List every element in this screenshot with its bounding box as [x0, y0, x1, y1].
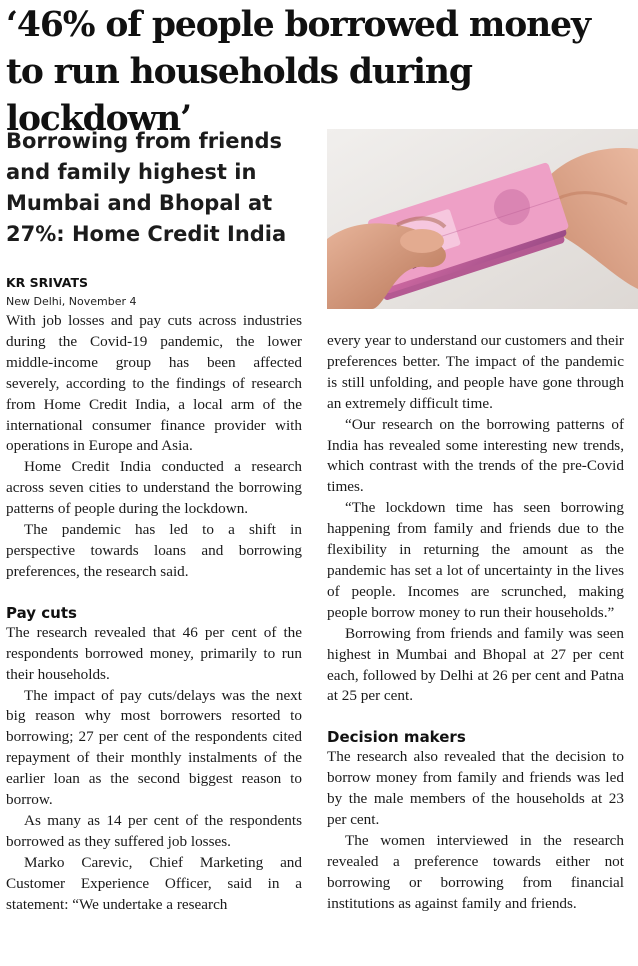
- section-heading: Decision makers: [327, 728, 466, 747]
- paragraph: The impact of pay cuts/delays was the next big reason why most borrowers resorted to borrowing; 27 per cent of the respondents cited repayment of their monthly instalments of the earlier loan as the second biggest reason to borrow.: [6, 686, 302, 809]
- dateline: New Delhi, November 4: [6, 295, 137, 308]
- paragraph: “Our research on the borrowing patterns of India has revealed some interesting new trends, which contrast with the trends of the pre-Covid times.: [327, 415, 624, 496]
- article-column-1: [6, 311, 302, 915]
- paragraph: Borrowing from friends and family was seen highest in Mumbai and Bhopal at 27 per cent each, followed by Delhi at 26 per cent and Patna at 25 per cent.: [327, 624, 624, 705]
- paragraph: The research also revealed that the decision to borrow money from family and friends was led by the male members of the households at 23 per cent.: [327, 748, 624, 829]
- paragraph: Home Credit India conducted a research across seven cities to understand the borrowing patterns of people during the lockdown.: [6, 458, 302, 518]
- paragraph: “The lockdown time has seen borrowing happening from family and friends due to the flexibility in returning the amount as the pandemic has set a lot of uncertainty in the lives of people. Incomes are scrunched, making people borrow money to run their households.”: [327, 499, 624, 621]
- paragraph: every year to understand our customers and their preferences better. The impact of the pandemic is still unfolding, and people have gone through an extremely difficult time.: [327, 332, 624, 412]
- section-heading: Pay cuts: [6, 603, 77, 622]
- subheadline: Borrowing from friends and family highest in Mumbai and Bhopal at 27%: Home Credit India: [6, 129, 287, 246]
- paragraph: As many as 14 per cent of the respondents borrowed as they suffered job losses.: [6, 811, 302, 850]
- paragraph: Marko Carevic, Chief Marketing and Customer Experience Officer, said in a statement: “We undertake a research: [6, 853, 302, 913]
- byline: KR SRIVATS: [6, 275, 89, 290]
- article-column-2: [327, 331, 624, 915]
- headline: ‘46% of people borrowed money to run households during lockdown’: [6, 5, 590, 139]
- paragraph: The research revealed that 46 per cent of the respondents borrowed money, primarily to run their households.: [6, 623, 302, 683]
- paragraph: With job losses and pay cuts across industries during the Covid-19 pandemic, the lower middle-income group has been affected severely, according to the findings of research from Home Credit India, a local arm of the international consumer finance provider with operations in Europe and Asia.: [6, 312, 302, 455]
- paragraph: The pandemic has led to a shift in perspective towards loans and borrowing preferences, the research said.: [6, 521, 302, 580]
- paragraph: The women interviewed in the research revealed a preference towards either not borrowing or borrowing from financial institutions as against family and friends.: [327, 831, 624, 912]
- money-handover-photo: [327, 129, 638, 309]
